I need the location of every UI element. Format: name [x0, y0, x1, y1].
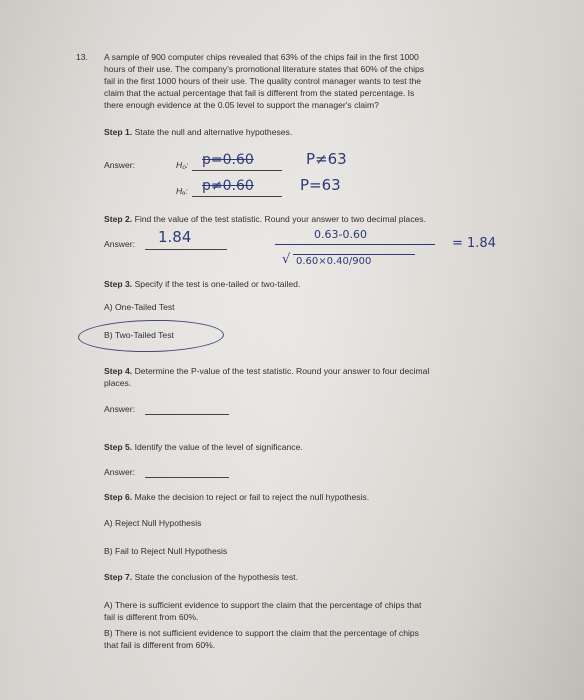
step6-heading: Step 6. Make the decision to reject or fail to reject the null hypothesis.	[104, 492, 370, 502]
h0-handwritten: p=0.60	[202, 152, 254, 168]
ha-label: Hₐ:	[176, 186, 188, 196]
step4-heading-line1: Step 4. Determine the P-value of the test statistic. Round your answer to four decimal	[104, 366, 430, 376]
h0-label: H₀:	[176, 160, 189, 170]
problem-line-5: there enough evidence at the 0.05 level to support the manager's claim?	[104, 100, 379, 110]
formula-numerator: 0.63-0.60	[314, 228, 367, 241]
step5-heading: Step 5. Identify the value of the level of significance.	[104, 442, 303, 452]
step7-option-a-line1[interactable]: A) There is sufficient evidence to support the claim that the percentage of chips that	[104, 600, 422, 610]
problem-line-4: claim that the actual percentage that fail is different from the stated percentage. Is	[104, 88, 415, 98]
step3-heading: Step 3. Specify if the test is one-tailed or two-tailed.	[104, 279, 301, 289]
step3-option-a[interactable]: A) One-Tailed Test	[104, 302, 175, 312]
step2-answer-handwritten: 1.84	[158, 228, 192, 246]
step3-option-b[interactable]: B) Two-Tailed Test	[104, 330, 174, 340]
h0-handwritten-2: P≠63	[306, 150, 347, 168]
step7-option-b-line2: that fail is different from 60%.	[104, 640, 216, 650]
step5-answer-line[interactable]	[145, 477, 229, 478]
problem-line-2: hours of their use. The company's promotional literature states that 60% of the chips	[104, 64, 425, 74]
step4-heading-line2: places.	[104, 378, 132, 388]
step2-heading: Step 2. Find the value of the test statistic. Round your answer to two decimal places.	[104, 214, 426, 224]
question-number: 13.	[76, 52, 88, 62]
problem-line-3: fail in the first 1000 hours of their use. The quality control manager wants to test the	[104, 76, 422, 86]
step7-option-b-line1[interactable]: B) There is not sufficient evidence to support the claim that the percentage of chips	[104, 628, 419, 638]
step7-option-a-line2: fail is different from 60%.	[104, 612, 199, 622]
step6-option-b[interactable]: B) Fail to Reject Null Hypothesis	[104, 546, 228, 556]
formula-denominator: 0.60×0.40/900	[296, 256, 372, 267]
step2-answer-label: Answer:	[104, 239, 136, 249]
step6-option-a[interactable]: A) Reject Null Hypothesis	[104, 518, 202, 528]
sqrt-sign: √	[282, 252, 291, 267]
problem-line-1: A sample of 900 computer chips revealed that 63% of the chips fail in the first 1000	[104, 52, 419, 62]
h0-answer-line[interactable]	[192, 170, 282, 171]
formula-result: = 1.84	[452, 236, 496, 251]
step1-answer-label: Answer:	[104, 160, 136, 170]
step7-heading: Step 7. State the conclusion of the hypothesis test.	[104, 572, 298, 582]
step5-answer-label: Answer:	[104, 467, 136, 477]
ha-handwritten: p≠0.60	[202, 178, 254, 194]
step2-answer-line[interactable]	[145, 249, 227, 250]
step4-answer-label: Answer:	[104, 404, 136, 414]
selection-circle	[78, 319, 225, 354]
formula-fraction-bar	[275, 244, 435, 245]
ha-answer-line[interactable]	[192, 196, 282, 197]
step1-heading: Step 1. State the null and alternative hypotheses.	[104, 127, 293, 137]
ha-handwritten-2: P=63	[300, 176, 341, 194]
step4-answer-line[interactable]	[145, 414, 229, 415]
